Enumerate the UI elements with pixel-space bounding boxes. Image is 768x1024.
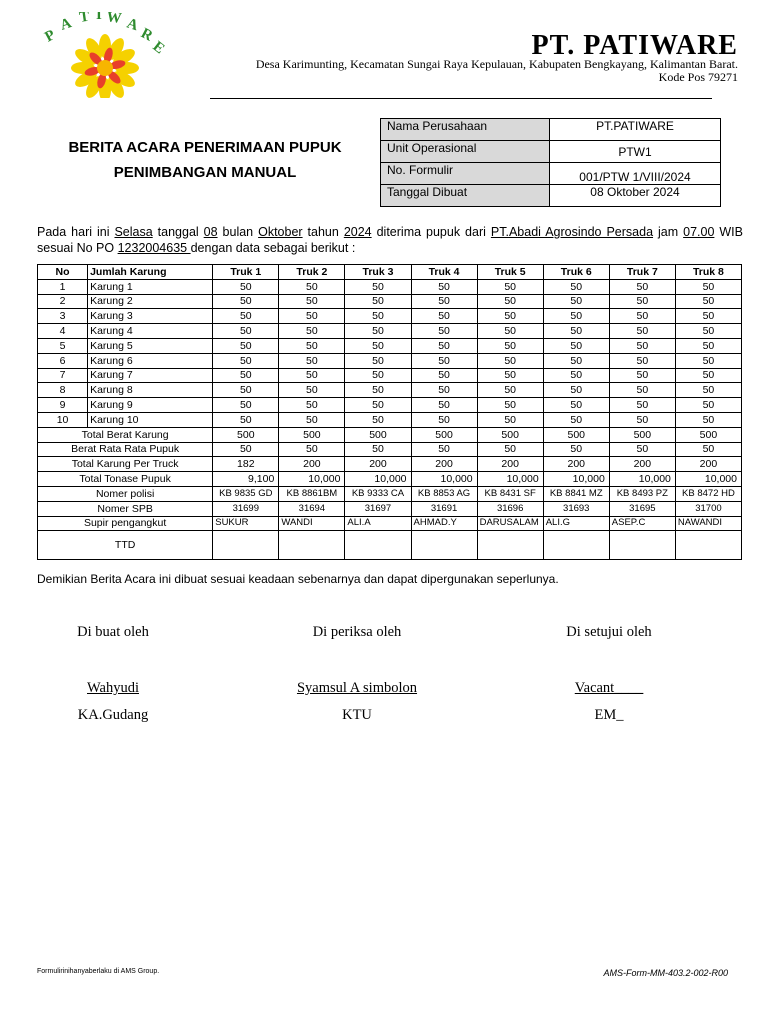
summary-value: 50 — [609, 442, 675, 457]
summary-value: 200 — [477, 457, 543, 472]
sack-label: Karung 10 — [88, 412, 213, 427]
sack-label: Karung 2 — [88, 294, 213, 309]
column-header: Truk 6 — [543, 265, 609, 280]
table-row — [38, 338, 742, 353]
sack-weight: 50 — [609, 279, 675, 294]
sack-weight: 50 — [213, 309, 279, 324]
sack-weight: 50 — [675, 309, 741, 324]
column-header: Truk 4 — [411, 265, 477, 280]
sack-weight: 50 — [477, 279, 543, 294]
info-value: 08 Oktober 2024 — [550, 185, 721, 207]
sack-weight: 50 — [411, 294, 477, 309]
intro-year: 2024 — [343, 225, 372, 239]
header-divider — [210, 98, 712, 99]
sack-weight: 50 — [609, 294, 675, 309]
table-row — [38, 294, 742, 309]
summary-row — [38, 457, 742, 472]
table-header-row — [38, 265, 742, 280]
intro-supplier: PT.Abadi Agrosindo Persada — [490, 225, 654, 239]
table-row — [38, 353, 742, 368]
summary-value: 31699 — [213, 501, 279, 516]
intro-text: tahun — [302, 225, 344, 239]
summary-label: Nomer SPB — [38, 501, 213, 516]
sack-weight: 50 — [609, 309, 675, 324]
intro-month: Oktober — [258, 225, 303, 239]
postal-code: Kode Pos 79271 — [658, 70, 738, 84]
sack-weight: 50 — [477, 338, 543, 353]
summary-value: 500 — [345, 427, 411, 442]
sack-weight: 50 — [411, 338, 477, 353]
column-header: Truk 2 — [279, 265, 345, 280]
svg-text:E: E — [149, 38, 168, 58]
summary-value[interactable] — [675, 531, 741, 560]
signature-block-checker — [267, 624, 447, 724]
table-body — [38, 279, 742, 560]
svg-text:T: T — [78, 12, 91, 26]
summary-value: KB 8841 MZ — [543, 486, 609, 501]
signature-role: Di periksa oleh — [312, 624, 402, 640]
sack-weight: 50 — [213, 383, 279, 398]
sack-weight: 50 — [543, 353, 609, 368]
intro-date: 08 — [203, 225, 218, 239]
sun-logo-icon — [40, 12, 170, 98]
sack-weight: 50 — [345, 383, 411, 398]
summary-value: 200 — [411, 457, 477, 472]
sack-weight: 50 — [411, 398, 477, 413]
sack-weight: 50 — [477, 294, 543, 309]
sack-weight: 50 — [213, 398, 279, 413]
intro-text: jam — [653, 225, 684, 239]
info-label: Unit Operasional — [381, 141, 550, 163]
summary-value[interactable] — [279, 531, 345, 560]
row-number: 5 — [38, 338, 88, 353]
company-address — [178, 58, 738, 84]
sack-weight: 50 — [345, 368, 411, 383]
signature-block-maker — [23, 624, 203, 724]
summary-value: 200 — [675, 457, 741, 472]
footer-note: Formulirinihanyaberlaku di AMS Group. — [37, 968, 160, 975]
fertilizer-table — [37, 264, 742, 560]
intro-text: diterima pupuk dari — [371, 225, 491, 239]
summary-value[interactable] — [411, 531, 477, 560]
summary-value: 31693 — [543, 501, 609, 516]
sack-weight: 50 — [675, 368, 741, 383]
summary-label: Supir pengangkut — [38, 516, 213, 531]
sack-weight: 50 — [609, 324, 675, 339]
column-header: Truk 5 — [477, 265, 543, 280]
summary-row — [38, 427, 742, 442]
signature-position: EM_ — [594, 707, 624, 723]
svg-text:R: R — [138, 25, 156, 45]
svg-text:A: A — [58, 15, 74, 34]
summary-value: ALI.G — [543, 516, 609, 531]
summary-row — [38, 472, 742, 487]
sack-weight: 50 — [213, 294, 279, 309]
signature-role: Di setujui oleh — [566, 624, 652, 640]
sack-weight: 50 — [675, 383, 741, 398]
sack-weight: 50 — [411, 353, 477, 368]
summary-label: Berat Rata Rata Pupuk — [38, 442, 213, 457]
summary-value: KB 8472 HD — [675, 486, 741, 501]
intro-time: 07.00 — [683, 225, 715, 239]
sack-weight: 50 — [609, 368, 675, 383]
summary-value[interactable] — [543, 531, 609, 560]
info-label: Nama Perusahaan — [381, 119, 550, 141]
sack-weight: 50 — [477, 353, 543, 368]
summary-value: 50 — [411, 442, 477, 457]
summary-row — [38, 501, 742, 516]
svg-text:P: P — [42, 27, 58, 46]
sack-label: Karung 5 — [88, 338, 213, 353]
summary-value: 200 — [345, 457, 411, 472]
info-value: PT.PATIWARE — [550, 119, 721, 141]
summary-value: KB 8861BM — [279, 486, 345, 501]
closing-statement: Demikian Berita Acara ini dibuat sesuai keadaan sebenarnya dan dapat dipergunakan seperlunya. — [37, 572, 559, 586]
summary-value: 50 — [345, 442, 411, 457]
sack-weight: 50 — [279, 353, 345, 368]
summary-value[interactable] — [477, 531, 543, 560]
summary-value: ASEP.C — [609, 516, 675, 531]
summary-value[interactable] — [213, 531, 279, 560]
row-number: 9 — [38, 398, 88, 413]
info-value: PTW1 — [550, 141, 721, 163]
document-title — [40, 135, 370, 185]
signature-role: Di buat oleh — [77, 624, 149, 640]
row-number: 8 — [38, 383, 88, 398]
intro-paragraph — [37, 224, 743, 256]
summary-value: 50 — [477, 442, 543, 457]
summary-row — [38, 516, 742, 531]
sack-weight: 50 — [279, 368, 345, 383]
row-number: 1 — [38, 279, 88, 294]
document-info-table — [380, 118, 721, 207]
sack-weight: 50 — [543, 338, 609, 353]
summary-label: Total Tonase Pupuk — [38, 472, 213, 487]
sack-label: Karung 7 — [88, 368, 213, 383]
sack-weight: 50 — [345, 338, 411, 353]
sack-label: Karung 9 — [88, 398, 213, 413]
summary-value: 10,000 — [609, 472, 675, 487]
column-header: Truk 7 — [609, 265, 675, 280]
table-row — [38, 383, 742, 398]
sack-weight: 50 — [477, 309, 543, 324]
sack-weight: 50 — [213, 412, 279, 427]
info-value: 001/PTW 1/VIII/2024 — [550, 163, 721, 185]
summary-label: Total Berat Karung — [38, 427, 213, 442]
sack-weight: 50 — [345, 309, 411, 324]
sack-label: Karung 4 — [88, 324, 213, 339]
sack-weight: 50 — [345, 398, 411, 413]
sack-weight: 50 — [609, 383, 675, 398]
summary-value[interactable] — [345, 531, 411, 560]
summary-value: SUKUR — [213, 516, 279, 531]
summary-value: AHMAD.Y — [411, 516, 477, 531]
sack-weight: 50 — [213, 324, 279, 339]
company-name: PT. PATIWARE — [531, 30, 738, 61]
summary-label: Total Karung Per Truck — [38, 457, 213, 472]
sack-weight: 50 — [477, 398, 543, 413]
summary-label: TTD — [38, 531, 213, 560]
sack-weight: 50 — [609, 353, 675, 368]
summary-value: KB 8431 SF — [477, 486, 543, 501]
sack-weight: 50 — [279, 338, 345, 353]
sack-weight: 50 — [543, 279, 609, 294]
summary-value: NAWANDI — [675, 516, 741, 531]
summary-value: 31700 — [675, 501, 741, 516]
sack-weight: 50 — [477, 383, 543, 398]
summary-value: 10,000 — [543, 472, 609, 487]
sack-weight: 50 — [411, 279, 477, 294]
summary-value: 500 — [477, 427, 543, 442]
sack-weight: 50 — [411, 383, 477, 398]
sack-weight: 50 — [213, 368, 279, 383]
sack-weight: 50 — [543, 324, 609, 339]
svg-text:W: W — [105, 12, 123, 28]
summary-value: 50 — [213, 442, 279, 457]
sack-weight: 50 — [675, 338, 741, 353]
sack-weight: 50 — [411, 324, 477, 339]
intro-text: Pada hari ini — [37, 225, 115, 239]
sack-weight: 50 — [543, 309, 609, 324]
summary-value: 9,100 — [213, 472, 279, 487]
summary-value: 50 — [543, 442, 609, 457]
sack-weight: 50 — [411, 309, 477, 324]
signature-name: Vacant____ — [574, 680, 644, 696]
summary-value: 10,000 — [345, 472, 411, 487]
summary-value: WANDI — [279, 516, 345, 531]
column-header: Truk 1 — [213, 265, 279, 280]
signature-position: KTU — [342, 707, 372, 723]
title-line-1: BERITA ACARA PENERIMAAN PUPUK — [68, 139, 342, 156]
sack-weight: 50 — [675, 294, 741, 309]
summary-value: KB 8853 AG — [411, 486, 477, 501]
summary-value: 500 — [213, 427, 279, 442]
info-label: No. Formulir — [381, 163, 550, 185]
summary-value: 31696 — [477, 501, 543, 516]
sack-weight: 50 — [609, 398, 675, 413]
sack-weight: 50 — [675, 353, 741, 368]
summary-value: 10,000 — [279, 472, 345, 487]
summary-value: 500 — [675, 427, 741, 442]
sack-label: Karung 1 — [88, 279, 213, 294]
sack-weight: 50 — [279, 324, 345, 339]
info-row — [381, 119, 721, 141]
intro-text: WIB sesuai No PO — [37, 225, 743, 255]
table-row — [38, 309, 742, 324]
sack-weight: 50 — [345, 412, 411, 427]
summary-label: Nomer polisi — [38, 486, 213, 501]
sack-weight: 50 — [411, 368, 477, 383]
summary-value: 31697 — [345, 501, 411, 516]
summary-value[interactable] — [609, 531, 675, 560]
summary-row — [38, 531, 742, 560]
summary-value: 200 — [609, 457, 675, 472]
title-line-2: PENIMBANGAN MANUAL — [113, 164, 297, 181]
sack-weight: 50 — [609, 412, 675, 427]
sack-weight: 50 — [477, 324, 543, 339]
address-line: Desa Karimunting, Kecamatan Sungai Raya Kepulauan, Kabupaten Bengkayang, Kalimantan Barat. — [255, 57, 738, 71]
sack-weight: 50 — [345, 294, 411, 309]
sack-label: Karung 3 — [88, 309, 213, 324]
column-header: Jumlah Karung — [88, 265, 213, 280]
sack-weight: 50 — [543, 412, 609, 427]
svg-text:I: I — [96, 12, 102, 23]
info-row — [381, 141, 721, 163]
sack-weight: 50 — [345, 324, 411, 339]
info-label: Tanggal Dibuat — [381, 185, 550, 207]
sack-weight: 50 — [477, 412, 543, 427]
summary-value: DARUSALAM — [477, 516, 543, 531]
sack-weight: 50 — [279, 279, 345, 294]
row-number: 2 — [38, 294, 88, 309]
summary-value: 31691 — [411, 501, 477, 516]
sack-weight: 50 — [213, 279, 279, 294]
column-header: Truk 3 — [345, 265, 411, 280]
intro-text: bulan — [217, 225, 259, 239]
sack-weight: 50 — [279, 309, 345, 324]
company-logo — [40, 12, 170, 98]
info-row — [381, 163, 721, 185]
column-header: Truk 8 — [675, 265, 741, 280]
signature-position: KA.Gudang — [77, 707, 149, 723]
sack-weight: 50 — [675, 412, 741, 427]
summary-value: 10,000 — [477, 472, 543, 487]
sack-weight: 50 — [543, 294, 609, 309]
form-code: AMS-Form-MM-403.2-002-R00 — [603, 968, 728, 978]
summary-value: KB 9835 GD — [213, 486, 279, 501]
sack-weight: 50 — [675, 279, 741, 294]
summary-value: 500 — [609, 427, 675, 442]
summary-value: 200 — [279, 457, 345, 472]
summary-value: 182 — [213, 457, 279, 472]
signature-block-approver — [519, 624, 699, 724]
summary-value: 31695 — [609, 501, 675, 516]
intro-po-number: 1232004635 — [117, 241, 191, 255]
summary-value: 50 — [279, 442, 345, 457]
summary-value: KB 9333 CA — [345, 486, 411, 501]
signature-name: Wahyudi — [87, 680, 139, 696]
table-row — [38, 412, 742, 427]
intro-text: dengan data sebagai berikut : — [190, 241, 356, 255]
summary-row — [38, 486, 742, 501]
sack-weight: 50 — [543, 368, 609, 383]
column-header: No — [38, 265, 88, 280]
sack-weight: 50 — [477, 368, 543, 383]
table-row — [38, 279, 742, 294]
row-number: 3 — [38, 309, 88, 324]
row-number: 4 — [38, 324, 88, 339]
summary-row — [38, 442, 742, 457]
sack-weight: 50 — [675, 324, 741, 339]
row-number: 7 — [38, 368, 88, 383]
sack-weight: 50 — [411, 412, 477, 427]
info-row — [381, 185, 721, 207]
intro-day: Selasa — [114, 225, 153, 239]
sack-weight: 50 — [609, 338, 675, 353]
sack-label: Karung 8 — [88, 383, 213, 398]
table-row — [38, 324, 742, 339]
sack-weight: 50 — [543, 398, 609, 413]
summary-value: 31694 — [279, 501, 345, 516]
sack-label: Karung 6 — [88, 353, 213, 368]
sack-weight: 50 — [675, 398, 741, 413]
table-row — [38, 368, 742, 383]
sack-weight: 50 — [543, 383, 609, 398]
row-number: 6 — [38, 353, 88, 368]
sack-weight: 50 — [279, 383, 345, 398]
summary-value: 500 — [279, 427, 345, 442]
summary-value: 500 — [411, 427, 477, 442]
summary-value: 50 — [675, 442, 741, 457]
sack-weight: 50 — [279, 412, 345, 427]
row-number: 10 — [38, 412, 88, 427]
sack-weight: 50 — [279, 398, 345, 413]
sack-weight: 50 — [345, 353, 411, 368]
sack-weight: 50 — [279, 294, 345, 309]
table-row — [38, 398, 742, 413]
sack-weight: 50 — [213, 353, 279, 368]
summary-value: KB 8493 PZ — [609, 486, 675, 501]
sack-weight: 50 — [345, 279, 411, 294]
intro-text: tanggal — [152, 225, 204, 239]
summary-value: 10,000 — [675, 472, 741, 487]
summary-value: ALI.A — [345, 516, 411, 531]
svg-text:A: A — [124, 15, 141, 35]
summary-value: 200 — [543, 457, 609, 472]
summary-value: 500 — [543, 427, 609, 442]
signature-name: Syamsul A simbolon — [296, 680, 418, 696]
summary-value: 10,000 — [411, 472, 477, 487]
sack-weight: 50 — [213, 338, 279, 353]
